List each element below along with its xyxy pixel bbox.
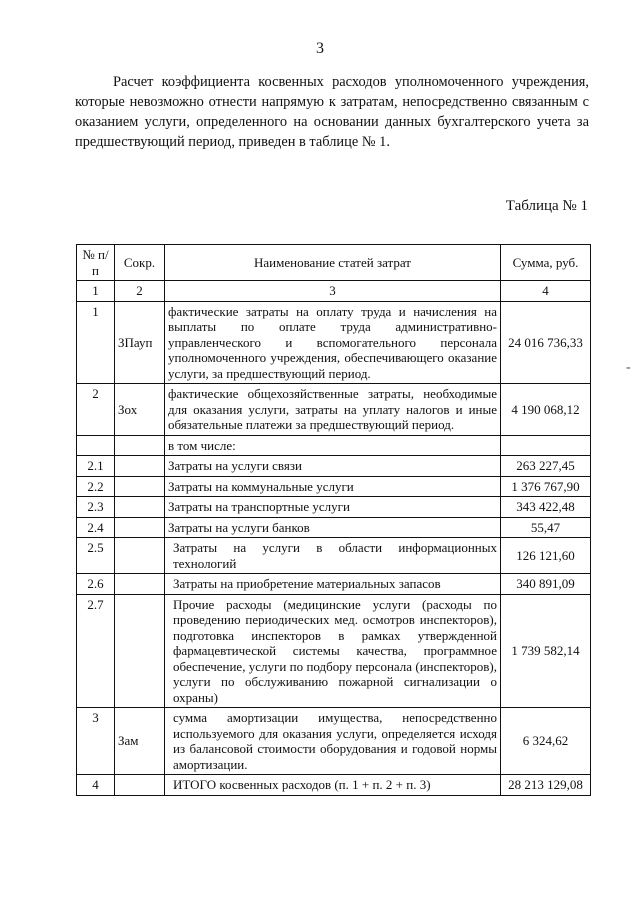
table-row xyxy=(77,594,591,708)
row-name: в том числе: xyxy=(165,435,501,456)
row-sum: 4 190 068,12 xyxy=(501,384,591,436)
row-name: фактические затраты на оплату труда и начисления на выплаты по оплате труда административно-управленческого и вспомогательного персонала уполномоченного учреждения, обеспечивающего оказание услуги, за предшествующий период. xyxy=(165,301,501,384)
table-row xyxy=(77,775,591,796)
table-row xyxy=(77,517,591,538)
table-row xyxy=(77,574,591,595)
intro-paragraph: Расчет коэффициента косвенных расходов уполномоченного учреждения, которые невозможно отнести напрямую к затратам, непосредственно связанным с оказанием услуги, определенного на основании данных бухгалтерского учета за предшествующий период, приведен в таблице № 1. xyxy=(75,74,589,150)
row-abbr xyxy=(115,517,165,538)
row-name: Затраты на приобретение материальных запасов xyxy=(165,574,501,595)
row-num: 3 xyxy=(77,708,115,775)
row-num: 2.1 xyxy=(77,456,115,477)
row-name: Затраты на коммунальные услуги xyxy=(165,476,501,497)
table-row xyxy=(77,456,591,477)
row-name: ИТОГО косвенных расходов (п. 1 + п. 2 + п. 3) xyxy=(165,775,501,796)
row-abbr xyxy=(115,435,165,456)
index-cell: 4 xyxy=(501,281,591,302)
row-sum: 340 891,09 xyxy=(501,574,591,595)
row-sum: 1 739 582,14 xyxy=(501,594,591,708)
table-header-row xyxy=(77,245,591,281)
row-abbr: ЗПауп xyxy=(115,301,165,384)
table-row xyxy=(77,435,591,456)
row-name: Затраты на услуги банков xyxy=(165,517,501,538)
row-num: 4 xyxy=(77,775,115,796)
header-name: Наименование статей затрат xyxy=(165,245,501,281)
table-row xyxy=(77,476,591,497)
index-cell: 1 xyxy=(77,281,115,302)
table-row xyxy=(77,497,591,518)
row-sum: 6 324,62 xyxy=(501,708,591,775)
row-num: 2.7 xyxy=(77,594,115,708)
row-sum: 126 121,60 xyxy=(501,538,591,574)
row-abbr xyxy=(115,775,165,796)
row-num: 2.2 xyxy=(77,476,115,497)
row-name: Затраты на транспортные услуги xyxy=(165,497,501,518)
header-sum: Сумма, руб. xyxy=(501,245,591,281)
row-name: Затраты на услуги в области информационных технологий xyxy=(165,538,501,574)
page-number: 3 xyxy=(316,40,324,57)
row-abbr xyxy=(115,456,165,477)
row-abbr: Зох xyxy=(115,384,165,436)
row-num xyxy=(77,435,115,456)
row-name: фактические общехозяйственные затраты, необходимые для оказания услуги, затраты на уплату налогов и иные обязательные платежи за предшествующий период. xyxy=(165,384,501,436)
row-num: 2.4 xyxy=(77,517,115,538)
table-row xyxy=(77,301,591,384)
row-num: 2 xyxy=(77,384,115,436)
row-abbr xyxy=(115,497,165,518)
row-num: 1 xyxy=(77,301,115,384)
table-caption: Таблица № 1 xyxy=(505,198,588,214)
row-num: 2.6 xyxy=(77,574,115,595)
row-sum: 343 422,48 xyxy=(501,497,591,518)
margin-mark: - xyxy=(626,360,631,375)
table-row xyxy=(77,384,591,436)
header-num: № п/п xyxy=(77,245,115,281)
row-sum: 24 016 736,33 xyxy=(501,301,591,384)
index-cell: 2 xyxy=(115,281,165,302)
row-name: Затраты на услуги связи xyxy=(165,456,501,477)
row-sum: 1 376 767,90 xyxy=(501,476,591,497)
table-row xyxy=(77,538,591,574)
row-sum: 55,47 xyxy=(501,517,591,538)
row-abbr xyxy=(115,538,165,574)
table-row xyxy=(77,708,591,775)
row-num: 2.5 xyxy=(77,538,115,574)
row-abbr: Зам xyxy=(115,708,165,775)
row-sum: 28 213 129,08 xyxy=(501,775,591,796)
row-name: сумма амортизации имущества, непосредственно используемого для оказания услуги, определяется исходя из балансовой стоимости оборудования и годовой нормы амортизации. xyxy=(165,708,501,775)
row-abbr xyxy=(115,574,165,595)
row-sum xyxy=(501,435,591,456)
header-abbr: Сокр. xyxy=(115,245,165,281)
row-abbr xyxy=(115,594,165,708)
cost-table xyxy=(76,244,591,796)
table-index-row xyxy=(77,281,591,302)
row-name: Прочие расходы (медицинские услуги (расходы по проведению периодических мед. осмотров инспекторов), подготовка инспекторов в рамках утвержденной фармацевтической системы качества, программное обеспечение, услуги по подбору персонала (инспекторов), услуги по обслуживанию пожарной сигнализации о охраны) xyxy=(165,594,501,708)
row-num: 2.3 xyxy=(77,497,115,518)
row-sum: 263 227,45 xyxy=(501,456,591,477)
row-abbr xyxy=(115,476,165,497)
index-cell: 3 xyxy=(165,281,501,302)
